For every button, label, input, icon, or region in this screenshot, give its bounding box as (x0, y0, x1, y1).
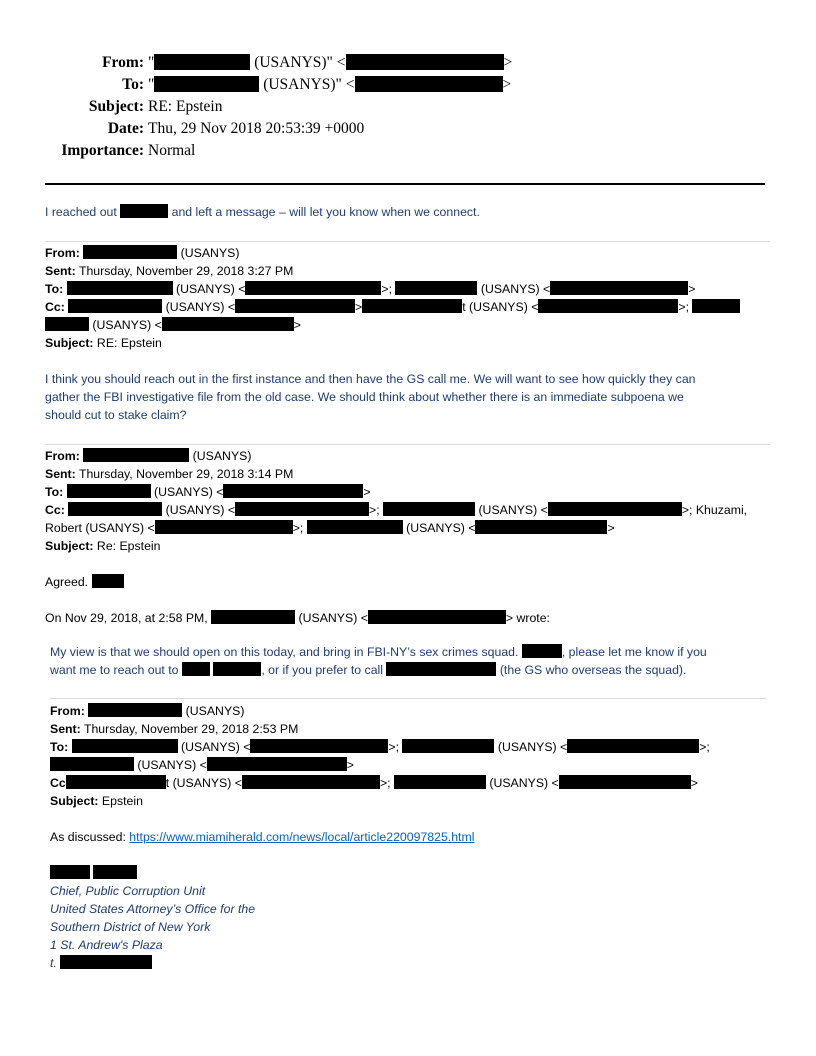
importance-row (0, 140, 816, 162)
redaction (368, 610, 506, 624)
discussed-line: As discussed: https://www.miamiherald.com/news/local/article220097825.html (50, 830, 475, 844)
signature-org-1: United States Attorney’s Office for the (50, 902, 256, 916)
header-divider (45, 183, 765, 185)
from-line: From: (USANYS) (45, 246, 240, 260)
redaction (235, 299, 355, 313)
subject-line: Subject: Epstein (50, 794, 143, 808)
cc-line: Cc t (USANYS) < >; (USANYS) < > (50, 776, 698, 790)
redaction (68, 299, 162, 313)
redaction (211, 610, 295, 624)
redaction (548, 502, 682, 516)
email-header (0, 52, 816, 162)
redaction (362, 299, 462, 313)
redaction (567, 739, 699, 753)
redaction (83, 448, 189, 462)
sent-line: Sent: Thursday, November 29, 2018 3:27 PM (45, 264, 294, 278)
redaction (162, 317, 294, 331)
from-label: From: (102, 54, 144, 71)
redaction (250, 739, 388, 753)
sent-line: Sent: Thursday, November 29, 2018 2:53 PM (50, 722, 299, 736)
to-label: To: (122, 76, 144, 93)
message-3-header (45, 447, 747, 555)
to-line: To: (USANYS) < > (45, 485, 371, 499)
redaction (394, 775, 486, 789)
redaction (242, 775, 380, 789)
quote-line-2: want me to reach out to , or if you prefer to call (the GS who overseas the squad). (50, 663, 687, 677)
subject-label: Subject: (88, 98, 144, 115)
redaction (88, 703, 182, 717)
redaction (245, 281, 381, 295)
redaction (550, 281, 688, 295)
message-2-header (45, 244, 740, 352)
redaction (67, 484, 151, 498)
subject-line: Subject: Re: Epstein (45, 539, 161, 553)
redaction (154, 54, 250, 70)
redaction (155, 520, 293, 534)
redaction (72, 739, 178, 753)
importance-label: Importance: (61, 142, 144, 159)
article-link[interactable]: https://www.miamiherald.com/news/local/article220097825.html (129, 830, 475, 844)
redaction (386, 662, 496, 676)
signature-org-2: Southern District of New York (50, 920, 211, 934)
redaction (182, 662, 210, 676)
redaction (50, 865, 90, 879)
redaction (383, 502, 475, 516)
redaction (154, 76, 259, 92)
redaction (307, 520, 403, 534)
sent-line: Sent: Thursday, November 29, 2018 3:14 PM (45, 467, 294, 481)
to-row (0, 74, 816, 96)
to-line: To: (USANYS) < >; (USANYS) < > (45, 282, 696, 296)
redaction (60, 955, 152, 969)
redaction (475, 520, 607, 534)
date-label: Date: (107, 120, 144, 137)
redaction (346, 54, 504, 70)
redaction (213, 662, 261, 676)
quote-line-1: My view is that we should open on this today, and bring in FBI-NY’s sex crimes squad. , please let me know if you (50, 645, 707, 659)
from-line: From: (USANYS) (50, 704, 245, 718)
signature-address: 1 St. Andrew's Plaza (50, 938, 163, 952)
subject-line: Subject: RE: Epstein (45, 336, 162, 350)
redaction (538, 299, 678, 313)
signature-phone: t. (50, 954, 255, 972)
redaction (395, 281, 477, 295)
redaction (402, 739, 494, 753)
to-line-2: (USANYS) < > (50, 756, 710, 774)
cc-line: Cc: (USANYS) < > t (USANYS) < >; (45, 298, 740, 316)
redaction (692, 299, 740, 313)
redaction (68, 502, 162, 516)
subject-value: RE: Epstein (148, 98, 223, 115)
redaction (223, 484, 363, 498)
redaction (235, 502, 369, 516)
redaction (559, 775, 691, 789)
date-row (0, 118, 816, 140)
message-2-body: I think you should reach out in the first instance and then have the GS call me. We will want to see how quickly they can gather the FBI investigative file from the old case. We should think about whether there is an immediate subpoena we should cut to stake claim? (45, 372, 696, 422)
signature (50, 864, 255, 972)
redaction (83, 245, 177, 259)
date-value: Thu, 29 Nov 2018 20:53:39 +0000 (148, 120, 365, 137)
subject-row (0, 96, 816, 118)
message-separator (45, 444, 770, 445)
cc-line-2: (USANYS) < > (45, 316, 740, 334)
redaction (66, 775, 166, 789)
on-wrote-line: On Nov 29, 2018, at 2:58 PM, (USANYS) < > wrote: (45, 611, 550, 625)
redaction (522, 644, 562, 658)
from-line: From: (USANYS) (45, 449, 252, 463)
cc-line-2: Robert (USANYS) < >; (USANYS) < > (45, 521, 615, 535)
message-separator (50, 698, 766, 699)
signature-name (50, 864, 255, 882)
redaction (120, 204, 168, 218)
redaction (50, 757, 134, 771)
to-value: " (USANYS)" < > (148, 76, 512, 93)
signature-title: Chief, Public Corruption Unit (50, 884, 206, 898)
reply-body: I reached out and left a message – will let you know when we connect. (45, 205, 480, 219)
redaction (45, 317, 89, 331)
redaction (67, 281, 173, 295)
redaction (92, 574, 124, 588)
quoted-body (50, 643, 707, 679)
importance-value: Normal (148, 142, 196, 159)
message-separator (45, 241, 770, 242)
from-value: " (USANYS)" < > (148, 54, 513, 71)
redaction (355, 76, 503, 92)
to-line: To: (USANYS) < >; (USANYS) < >; (50, 740, 710, 754)
message-4-header (50, 702, 710, 810)
agreed-line: Agreed. (45, 573, 124, 591)
from-row (0, 52, 816, 74)
redaction (93, 865, 137, 879)
cc-line: Cc: (USANYS) < >; (USANYS) < >; Khuzami, (45, 503, 748, 517)
redaction (207, 757, 347, 771)
